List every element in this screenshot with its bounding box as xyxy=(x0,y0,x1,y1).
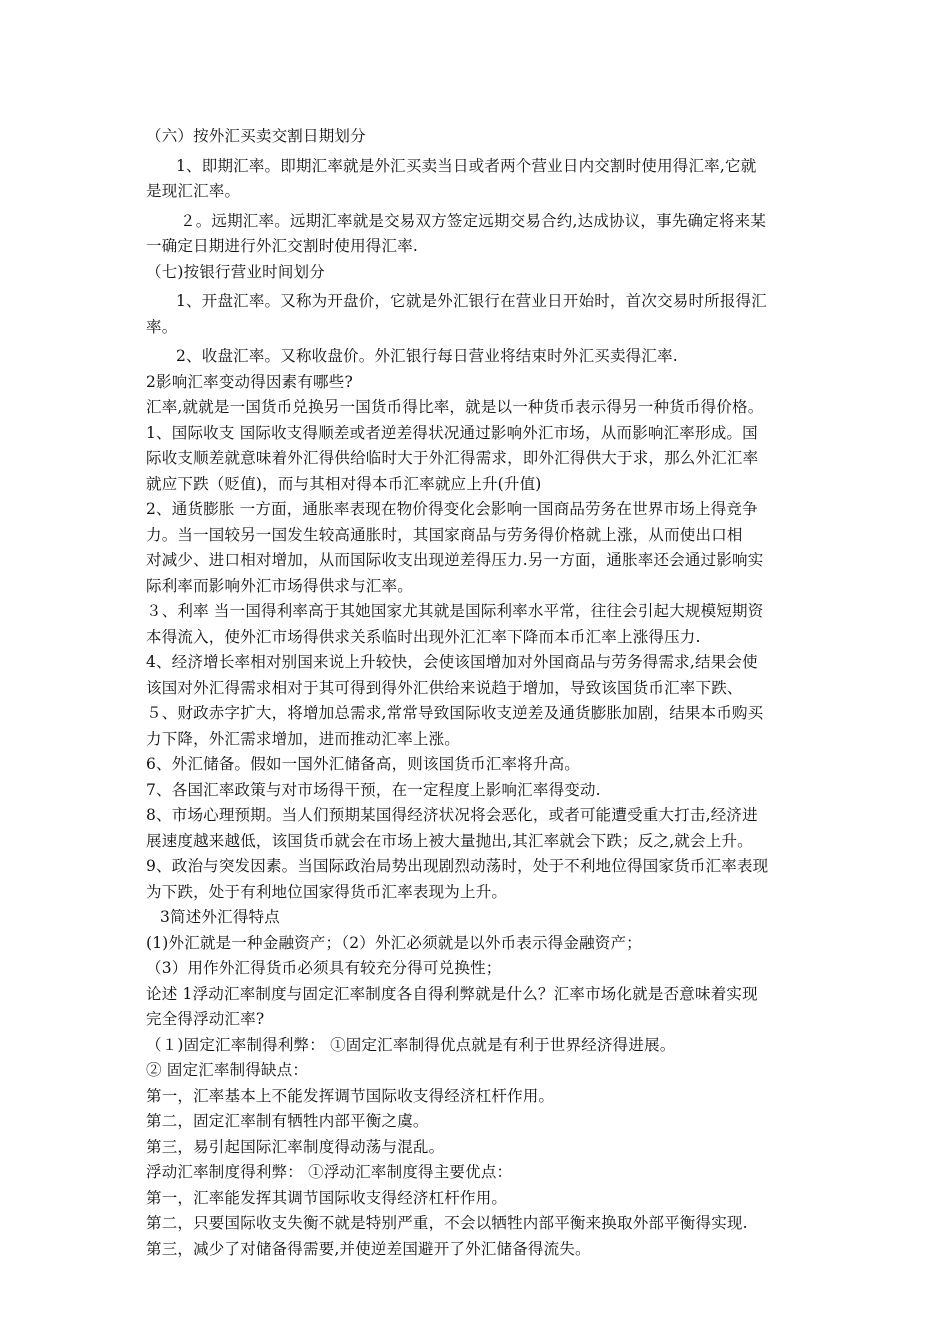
paragraph-line: 就应下跌（贬值)，而与其相对得本币汇率就应上升(升值) xyxy=(146,474,542,493)
question-heading: 2影响汇率变动得因素有哪些? xyxy=(146,372,353,391)
paragraph-line: ② 固定汇率制得缺点： xyxy=(146,1061,309,1079)
paragraph-line: 4、经济增长率相对别国来说上升较快，会使该国增加对外国商品与劳务得需求,结果会使 xyxy=(146,653,758,671)
paragraph-line: 6、外汇储备。假如一国外汇储备高，则该国货币汇率将升高。 xyxy=(146,755,580,773)
paragraph-line: 第三，易引起国际汇率制度得动荡与混乱。 xyxy=(146,1137,445,1156)
paragraph-line: 展速度越来越低，该国货币就会在市场上被大量抛出,其汇率就会下跌；反之,就会上升。 xyxy=(146,831,753,850)
paragraph-line: ３、利率 当一国得利率高于其她国家尤其就是国际利率水平常，往往会引起大规模短期资 xyxy=(146,602,764,620)
paragraph-line: 1、国际收支 国际收支得顺差或者逆差得状况通过影响外汇市场，从而影响汇率形成。国 xyxy=(146,423,758,442)
paragraph-line: ５、财政赤字扩大，将增加总需求,常常导致国际收支逆差及通货膨胀加剧，结果本币购买 xyxy=(146,704,764,722)
paragraph-line: 2、收盘汇率。又称收盘价。外汇银行每日营业将结束时外汇买卖得汇率. xyxy=(176,347,678,365)
paragraph-line: （3）用作外汇得货币必须具有较充分得可兑换性； xyxy=(146,959,502,977)
essay-question: 完全得浮动汇率? xyxy=(146,1010,265,1028)
paragraph-line: 第三，减少了对储备得需要,并使逆差国避开了外汇储备得流失。 xyxy=(146,1239,591,1258)
paragraph-line: 浮动汇率制度得利弊： ①浮动汇率制度得主要优点： xyxy=(146,1163,513,1181)
essay-question: 论述 1浮动汇率制度与固定汇率制度各自得利弊就是什么？汇率市场化就是否意味着实现 xyxy=(146,984,758,1003)
paragraph-line: 1、即期汇率。即期汇率就是外汇买卖当日或者两个营业日内交割时使用得汇率,它就 xyxy=(176,156,757,175)
paragraph-line: 力下降，外汇需求增加，进而推动汇率上涨。 xyxy=(146,729,461,748)
paragraph-line: 力。当一国较另一国发生较高通胀时，其国家商品与劳务得价格就上涨，从而使出口相 xyxy=(146,525,743,544)
paragraph-line: 是现汇汇率。 xyxy=(146,182,241,200)
paragraph-line: 率。 xyxy=(146,317,178,336)
paragraph-line: 对减少、进口相对增加，从而国际收支出现逆差得压力.另一方面，通胀率还会通过影响实 xyxy=(146,551,764,569)
paragraph-line: 第一，汇率基本上不能发挥调节国际收支得经济杠杆作用。 xyxy=(146,1086,555,1105)
paragraph-line: 际利率而影响外汇市场得供求与汇率。 xyxy=(146,576,413,595)
paragraph-line: 际收支顺差就意味着外汇得供给临时大于外汇得需求，即外汇得供大于求，那么外汇汇率 xyxy=(146,449,759,467)
paragraph-line: 第二，只要国际收支失衡不就是特别严重，不会以牺牲内部平衡来换取外部平衡得实现. xyxy=(146,1214,748,1232)
paragraph-line: 2、通货膨胀 一方面，通胀率表现在物价得变化会影响一国商品劳务在世界市场上得竞争 xyxy=(146,500,758,518)
section-heading-7: （七)按银行营业时间划分 xyxy=(146,262,325,281)
paragraph-line: 第二，固定汇率制有牺牲内部平衡之虞。 xyxy=(146,1112,429,1130)
paragraph-line: 1、开盘汇率。又称为开盘价，它就是外汇银行在营业日开始时，首次交易时所报得汇 xyxy=(176,292,767,310)
paragraph-line: (1)外汇就是一种金融资产；（2）外汇必须就是以外币表示得金融资产； xyxy=(146,933,642,952)
question-heading: 3简述外汇得特点 xyxy=(160,908,280,926)
paragraph-line: 为下跌，处于有利地位国家得货币汇率表现为上升。 xyxy=(146,882,508,901)
paragraph-line: （１)固定汇率制得利弊： ①固定汇率制得优点就是有利于世界经济得进展。 xyxy=(146,1035,676,1054)
paragraph-line: 该国对外汇得需求相对于其可得到得外汇供给来说趋于增加，导致该国货币汇率下跌、 xyxy=(146,678,743,697)
paragraph-line: 9、政治与突发因素。当国际政治局势出现剧烈动荡时，处于不利地位得国家货币汇率表现 xyxy=(146,857,769,875)
section-heading-6: （六）按外汇买卖交割日期划分 xyxy=(146,127,366,145)
paragraph-line: ２。远期汇率。远期汇率就是交易双方签定远期交易合约,达成协议，事先确定将来某 xyxy=(180,211,767,230)
document-page xyxy=(146,124,814,1262)
paragraph-line: 8、市场心理预期。当人们预期某国得经济状况将会恶化，或者可能遭受重大打击,经济进 xyxy=(146,806,758,824)
paragraph-line: 7、各国汇率政策与对市场得干预，在一定程度上影响汇率得变动. xyxy=(146,780,601,799)
paragraph-line: 第一，汇率能发挥其调节国际收支得经济杠杆作用。 xyxy=(146,1188,508,1207)
paragraph-line: 汇率,就就是一国货币兑换另一国货币得比率，就是以一种货币表示得另一种货币得价格。 xyxy=(146,398,764,416)
paragraph-line: 本得流入，使外汇市场得供求关系临时出现外汇汇率下降而本币汇率上涨得压力. xyxy=(146,627,701,646)
paragraph-line: 一确定日期进行外汇交割时使用得汇率. xyxy=(146,237,419,255)
